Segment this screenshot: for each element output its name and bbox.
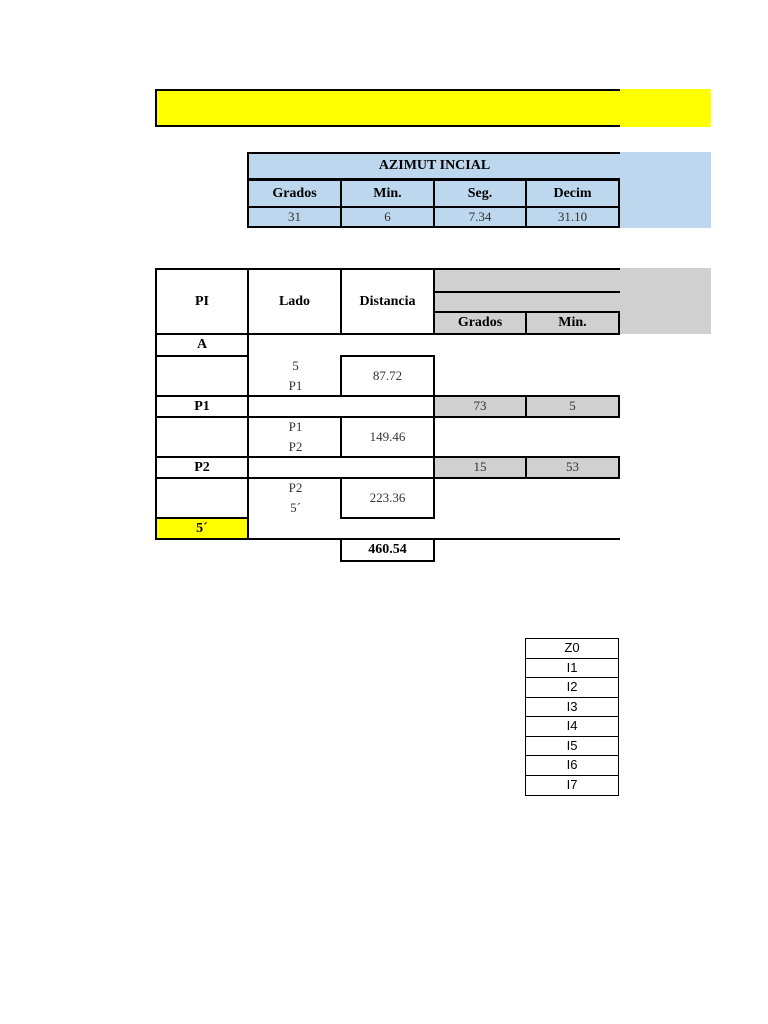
z-list-item: I4 [526,717,618,737]
angle-header-top [433,268,620,293]
azimut-value-decim: 31.10 [525,206,620,228]
header-grados: Grados [433,311,527,335]
side-2-pi-cell [155,416,249,458]
side-2-to: P2 [288,439,303,454]
header-pi: PI [155,268,249,335]
azimut-value-min: 6 [340,206,435,228]
side-1-to: P1 [288,378,303,393]
side-3-pi-cell [155,477,249,519]
side-3-lado [247,477,342,519]
side-1-distance: 87.72 [340,355,435,397]
side-2-distance: 149.46 [340,416,435,458]
row-p1-line [247,395,435,418]
azimut-header-seg: Seg. [433,179,527,208]
point-p2: P2 [155,456,249,479]
title-band-border [155,89,620,127]
side-1-lado [247,355,342,397]
angle-1-min: 5 [525,395,620,418]
azimut-title: AZIMUT INCIAL [247,152,620,180]
z-list-item: I6 [526,756,618,776]
header-distancia: Distancia [340,268,435,335]
azimut-header-decim: Decim [525,179,620,208]
total-distance: 460.54 [340,538,435,562]
side-3-from: P2 [288,480,303,495]
side-3-to: 5´ [290,500,301,515]
header-min: Min. [525,311,620,335]
angle-2-grados: 15 [433,456,527,479]
azimut-value-seg: 7.34 [433,206,527,228]
side-1-pi-cell [155,355,249,397]
z-list-item: I1 [526,659,618,678]
angle-2-min: 53 [525,456,620,479]
point-5-prime: 5´ [155,517,249,540]
side-2-lado [247,416,342,458]
azimut-value-grados: 31 [247,206,342,228]
angle-1-grados: 73 [433,395,527,418]
side-1-from: 5 [292,358,299,373]
row-p2-line [247,456,435,479]
side-3-distance: 223.36 [340,477,435,519]
point-a: A [155,333,249,357]
side-2-from: P1 [288,419,303,434]
z-list-item: I5 [526,737,618,756]
z-list [525,638,619,796]
azimut-header-min: Min. [340,179,435,208]
z-list-item: I2 [526,678,618,698]
z-list-item: I3 [526,698,618,717]
z-list-item: Z0 [526,639,618,659]
z-list-item: I7 [566,777,578,793]
header-lado: Lado [247,268,342,335]
azimut-header-grados: Grados [247,179,342,208]
row-a-rule [247,333,620,335]
point-p1: P1 [155,395,249,418]
